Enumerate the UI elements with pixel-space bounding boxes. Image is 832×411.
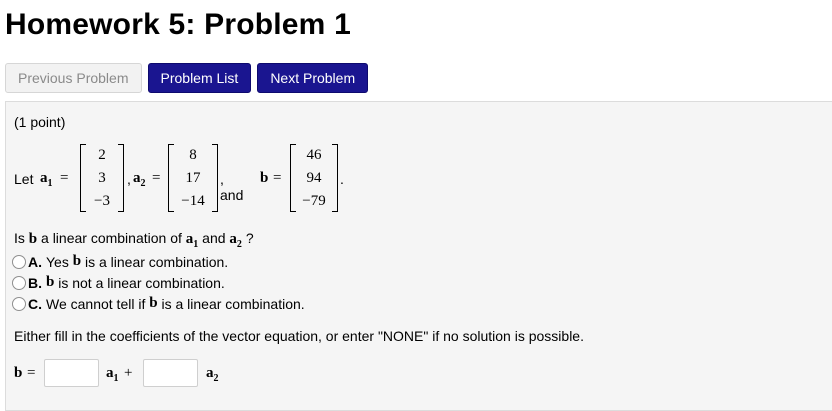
radio-option-a[interactable] <box>12 255 26 269</box>
plus-sign: + <box>124 365 133 381</box>
and-label: , and <box>220 171 244 203</box>
a2-symbol: $a_2$ <box>206 365 219 384</box>
radio-option-b[interactable] <box>12 276 26 290</box>
next-problem-button[interactable]: Next Problem <box>257 63 368 93</box>
b-entry-2: 94 <box>306 170 322 186</box>
a2-symbol: $a_2$ <box>133 170 146 189</box>
b-entry-1: 46 <box>306 147 322 163</box>
let-label: Let <box>14 171 34 187</box>
a2-entry-2: 17 <box>185 170 201 186</box>
point-value: (1 point) <box>14 114 66 130</box>
page-title: Homework 5: Problem 1 <box>5 8 351 41</box>
period: . <box>340 171 344 187</box>
coefficient-a1-input[interactable] <box>44 359 99 387</box>
b-symbol: b <box>14 365 23 381</box>
problem-navigation <box>5 63 368 93</box>
option-a[interactable]: A. Yes b is a linear combination. <box>12 251 305 272</box>
vector-a1 <box>80 144 124 212</box>
vector-b <box>290 144 338 212</box>
problem-panel <box>5 101 832 411</box>
vector-a2 <box>168 144 218 212</box>
a1-symbol: $a_1$ <box>106 365 119 384</box>
equals-sign: = <box>273 170 282 186</box>
instructions: Either fill in the coefficients of the vector equation, or enter "NONE" if no solution is possible. <box>14 328 584 344</box>
a1-entry-3: −3 <box>94 193 110 209</box>
a1-symbol: $a_1$ <box>40 170 53 189</box>
option-c[interactable]: C. We cannot tell if b is a linear combination. <box>12 293 305 314</box>
option-b[interactable]: B. b is not a linear combination. <box>12 272 305 293</box>
a1-entry-1: 2 <box>98 147 106 163</box>
radio-option-c[interactable] <box>12 297 26 311</box>
comma: , <box>127 171 131 187</box>
answer-options <box>12 251 305 314</box>
a1-entry-2: 3 <box>98 170 106 186</box>
a2-entry-3: −14 <box>181 193 205 209</box>
coefficient-a2-input[interactable] <box>143 359 198 387</box>
previous-problem-button[interactable]: Previous Problem <box>5 63 142 93</box>
b-entry-3: −79 <box>302 193 326 209</box>
question-text: Is b a linear combination of $a_1$ and $a_2$ ? <box>14 230 254 250</box>
problem-list-button[interactable]: Problem List <box>148 63 252 93</box>
equals-sign: = <box>27 365 36 381</box>
equals-sign: = <box>60 170 69 186</box>
b-symbol: b <box>260 170 269 186</box>
a2-entry-1: 8 <box>189 147 197 163</box>
equals-sign: = <box>152 170 161 186</box>
